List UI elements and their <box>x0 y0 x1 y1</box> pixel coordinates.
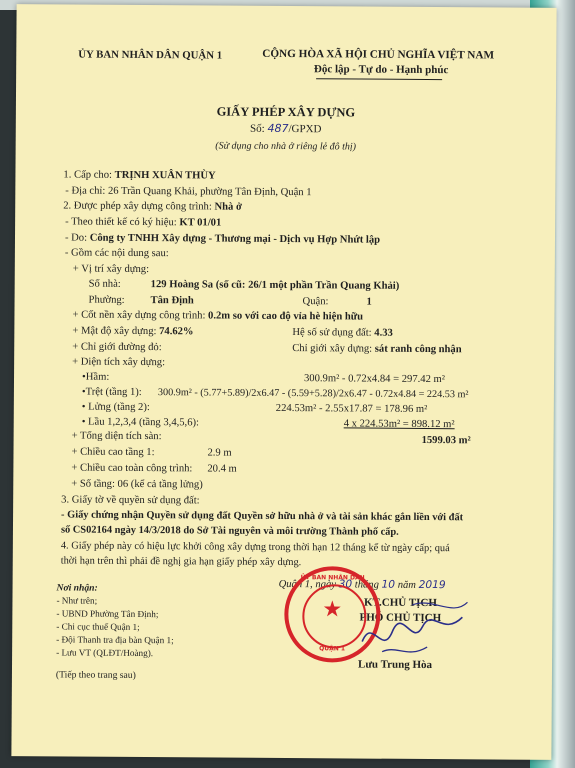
item-2-label: 2. Được phép xây dựng công trình: <box>63 200 212 213</box>
applicant-name: TRỊNH XUÂN THÙY <box>114 169 216 182</box>
foundation <box>72 309 363 324</box>
designer-value: Công ty TNHH Xây dựng - Thương mại - Dịch vụ Hợp Nhứt lập <box>89 232 381 246</box>
star-icon: ★ <box>322 596 343 622</box>
permit-number-suffix: /GPXD <box>288 123 322 136</box>
building-line-value: sát ranh công nhận <box>374 343 462 356</box>
motto: Độc lập - Tự do - Hạnh phúc <box>313 63 449 77</box>
mezzanine-label: • Lửng (tầng 2): <box>81 401 150 414</box>
ward-value: Tân Định <box>150 295 194 307</box>
ground-floor-value: 300.9m² - (5.77+5.89)/2x6.47 - (5.59+5.28)/2x6.47 - 0.72x4.84 = 224.53 m² <box>157 387 469 401</box>
basement-label: •Hầm: <box>81 371 110 383</box>
foundation-value: 0.2m so với cao độ vỉa hè hiện hữu <box>208 310 364 323</box>
issue-date-month-label: tháng <box>354 579 379 591</box>
district-label: Quận: <box>302 296 329 308</box>
total-area-label: + Tổng diện tích sàn: <box>71 430 162 443</box>
floor-count: + Số tầng: 06 (kể cả tầng lửng) <box>71 478 203 491</box>
item-1 <box>63 168 215 182</box>
ward-label: Phường: <box>88 294 125 306</box>
signer-name: Lưu Trung Hòa <box>357 658 433 672</box>
content-heading: - Gồm các nội dung sau: <box>64 247 169 260</box>
issue-date-year-label: năm <box>397 579 416 591</box>
upper-floors-value: 4 x 224.53m² = 898.12 m² <box>343 418 455 431</box>
red-line-label: + Chỉ giới đường đỏ: <box>72 341 162 354</box>
design-code-value: KT 01/01 <box>179 217 222 229</box>
item-3-heading: 3. Giấy tờ về quyền sử dụng đất: <box>61 494 200 507</box>
basement-value: 300.9m² - 0.72x4.84 = 297.42 m² <box>303 373 445 386</box>
motto-underline <box>316 78 442 80</box>
land-coefficient-value: 4.33 <box>374 327 393 339</box>
recipient-1: - Như trên; <box>56 595 98 606</box>
permit-number <box>16 120 556 138</box>
foundation-label: + Cốt nền xây dựng công trình: <box>72 309 206 322</box>
validity-line-1: 4. Giấy phép này có hiệu lực khởi công xây dựng trong thời hạn 12 tháng kể từ ngày cấp; quá <box>60 540 450 555</box>
issue-date-year: 2019 <box>418 578 446 592</box>
recipient-4: - Đội Thanh tra địa bàn Quận 1; <box>56 634 174 646</box>
issue-date-month: 10 <box>381 578 396 591</box>
location-heading: + Vị trí xây dựng: <box>72 263 150 276</box>
permit-number-prefix: Số: <box>249 122 265 135</box>
building-line <box>292 342 462 356</box>
item-1-label: 1. Cấp cho: <box>63 169 113 181</box>
item-2 <box>63 199 242 213</box>
ground-height-value: 2.9 m <box>207 447 232 459</box>
design-code-label: - Theo thiết kế có ký hiệu: <box>65 216 177 229</box>
density-label: + Mật độ xây dựng: <box>72 325 157 338</box>
building-type: Nhà ở <box>214 201 242 213</box>
land-certificate-line-2: số CS02164 ngày 14/3/2018 do Sở Tài nguyên và môi trường Thành phố cấp. <box>60 524 399 538</box>
mezzanine-value: 224.53m² - 2.55x17.87 = 178.96 m² <box>275 402 428 416</box>
ground-height-label: + Chiều cao tầng 1: <box>71 446 155 459</box>
designer <box>65 231 380 246</box>
signature-scribble <box>352 596 472 667</box>
lot-label: Số nhà: <box>88 278 121 290</box>
land-certificate-line-1: - Giấy chứng nhận Quyền sử dụng đất Quyền sở hữu nhà ở và tài sản khác gắn liền với đất <box>61 509 464 524</box>
applicant-address: - Địa chỉ: 26 Trần Quang Khải, phường Tân Định, Quận 1 <box>65 185 312 199</box>
recipient-3: - Chi cục thuế Quận 1; <box>56 621 140 632</box>
document-title: GIẤY PHÉP XÂY DỰNG <box>216 104 356 120</box>
permit-number-value: 487 <box>267 121 289 136</box>
total-height-value: 20.4 m <box>207 463 237 475</box>
lot-value: 129 Hoàng Sa (số cũ: 26/1 một phần Trần Quang Khải) <box>150 279 400 292</box>
recipient-2: - UBND Phường Tân Định; <box>56 608 159 620</box>
issuer-header: ỦY BAN NHÂN DÂN QUẬN 1 <box>78 48 223 62</box>
density-value: 74.62% <box>159 326 194 338</box>
total-area-value: 1599.03 m² <box>421 434 471 447</box>
recipient-5: - Lưu VT (QLĐT/Hoàng). <box>56 647 154 659</box>
area-heading: + Diện tích xây dựng: <box>72 356 166 369</box>
upper-floors-label: • Lầu 1,2,3,4 (tầng 3,4,5,6): <box>81 416 200 429</box>
density <box>72 325 193 339</box>
land-coefficient-label: Hệ số sử dụng đất: <box>292 327 372 339</box>
seal-bottom-text: QUẬN 1 <box>319 645 346 653</box>
signer-role-1: KT.CHỦ TỊCH <box>363 596 437 610</box>
issue-date-day: 30 <box>338 578 353 591</box>
issue-date-prefix: Quận 1, ngày <box>278 578 337 591</box>
total-height-label: + Chiều cao toàn công trình: <box>71 462 193 475</box>
recipients-heading: Nơi nhận: <box>56 582 98 594</box>
usage-note: (Sử dụng cho nhà ở riêng lẻ đô thị) <box>215 140 357 153</box>
continued-note: (Tiếp theo trang sau) <box>55 669 136 681</box>
building-line-label: Chỉ giới xây dựng: <box>292 343 373 355</box>
national-header: CỘNG HÒA XÃ HỘI CHỦ NGHĨA VIỆT NAM <box>262 47 495 62</box>
design-code <box>65 215 221 229</box>
seal-top-text: ỦY BAN NHÂN DÂN <box>300 574 365 582</box>
district-value: 1 <box>366 296 372 308</box>
land-coefficient <box>292 326 393 340</box>
signer-role-2: PHÓ CHỦ TỊCH <box>359 611 442 625</box>
permit-document <box>11 4 556 760</box>
ground-floor-label: •Trệt (tầng 1): <box>81 386 142 399</box>
designer-label: - Do: <box>64 232 88 244</box>
validity-line-2: thời hạn trên thì phải đề nghị gia hạn giấy phép xây dựng. <box>60 555 302 569</box>
